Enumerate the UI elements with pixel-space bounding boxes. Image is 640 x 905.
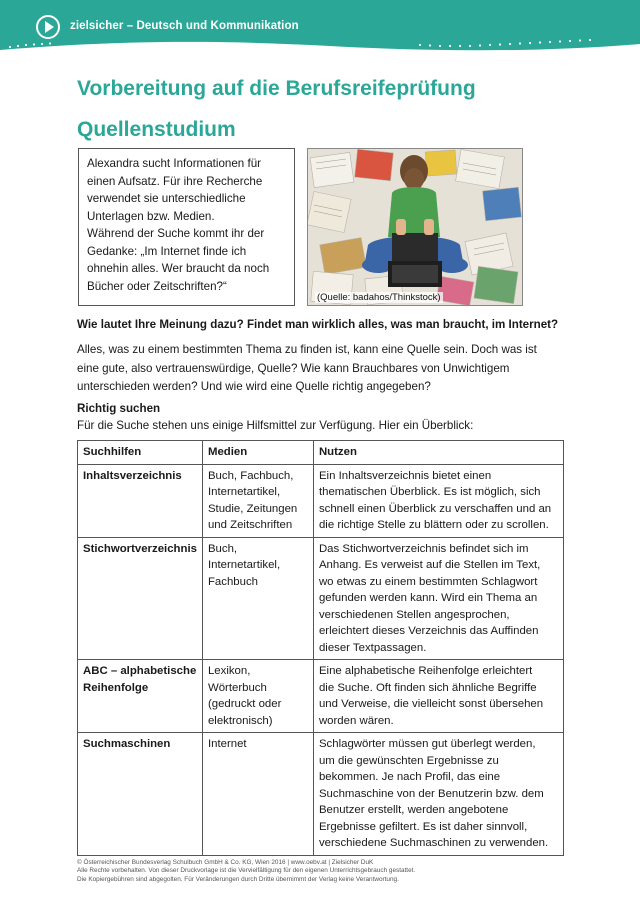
cell-line: Buch, Fachbuch, [207, 469, 294, 482]
cell-line: Ergebnisse gefiltert. Es ist daher sinnvoll, [318, 820, 528, 833]
footer-line: Alle Rechte vorbehalten. Von dieser Druckvorlage ist die Vervielfältigung für den eigenen Unterrichtsgebrauch gestattet. [77, 867, 416, 875]
section-heading: Richtig suchen [77, 402, 161, 415]
scenario-line: Unterlagen bzw. Medien. [87, 209, 215, 223]
cell-line: Fachbuch [207, 575, 258, 588]
scenario-line: einen Aufsatz. Für ihre Recherche [87, 174, 263, 188]
scenario-line: Gedanke: „Im Internet finde ich [87, 244, 247, 258]
scenario-box [78, 148, 295, 306]
scenario-line: Während der Suche kommt ihr der [87, 227, 265, 240]
cell-line: Internetartikel, [207, 486, 281, 498]
page-title: Vorbereitung auf die Berufsreifeprüfung [77, 77, 476, 100]
cell-medien [202, 733, 313, 856]
cell-suchhilfe [78, 537, 203, 660]
cell-line: schnell einen Überblick zu verschaffen und an [318, 502, 552, 515]
cell-line: (gedruckt oder [207, 698, 282, 710]
cell-line: Internetartikel, [207, 559, 281, 571]
cell-line: elektronisch) [207, 714, 273, 727]
paragraph-line: unterschieden werden? Und wie wird eine Quelle richtig angegeben? [77, 380, 431, 393]
cell-medien [202, 464, 313, 537]
column-header-suchhilfen: Suchhilfen [78, 441, 203, 465]
photo-caption: (Quelle: badahos/Thinkstock) [317, 292, 441, 303]
column-header-medien: Medien [202, 441, 313, 465]
cell-nutzen [313, 464, 563, 537]
cell-suchhilfe [78, 733, 203, 856]
scenario-line: Alexandra sucht Informationen für [87, 157, 262, 170]
intro-paragraph [77, 341, 567, 397]
play-logo-icon [36, 15, 60, 39]
cell-line: Anhang. Es verweist auf die Stellen im Text, [318, 559, 541, 571]
cell-medien [202, 660, 313, 733]
cell-line: Inhaltsverzeichnis [83, 469, 182, 482]
header-wave-decoration [0, 38, 640, 58]
cell-line: wo etwas zu einem bestimmten Schlagwort [318, 575, 538, 588]
cell-line: worden wären. [318, 714, 394, 727]
cell-line: bekommen. Je nach Profil, das eine [318, 771, 501, 783]
paragraph-line: eine gute, also vertrauenswürdige, Quelle? Wie kann Brauchbares von Unwichtigem [77, 361, 510, 375]
photo-illustration [308, 149, 523, 306]
cell-line: Wörterbuch [207, 681, 267, 694]
cell-line: Suchmaschinen [83, 738, 171, 750]
cell-line: dieser Textpassagen. [318, 641, 427, 654]
page-subtitle: Quellenstudium [77, 118, 236, 141]
cell-line: Reihenfolge [83, 681, 149, 694]
cell-line: verschiedene Suchmaschinen zu verwenden. [318, 837, 549, 849]
scenario-line: ohnehin alles. Wer braucht da noch [87, 262, 270, 275]
cell-line: und Verweise, die vielleicht sonst übersehen [318, 698, 544, 710]
cell-line: die richtige Stelle zu blättern oder zu scrollen. [318, 519, 549, 531]
table-row [78, 733, 564, 856]
cell-line: Studie, Zeitungen [207, 502, 298, 515]
column-header-nutzen: Nutzen [313, 441, 563, 465]
cell-line: gefunden werden kann. Wird ein Thema an [318, 592, 538, 604]
cell-suchhilfe [78, 660, 203, 733]
cell-line: Benutzer erstellt, werden angebotene [318, 804, 509, 816]
cell-line: Lexikon, [207, 665, 251, 677]
table-header-row [78, 441, 564, 465]
cell-suchhilfe [78, 464, 203, 537]
paragraph-line: Alles, was zu einem bestimmten Thema zu finden ist, kann eine Quelle sein. Doch was ist [77, 343, 537, 356]
cell-nutzen [313, 733, 563, 856]
cell-nutzen [313, 537, 563, 660]
cell-line: thematischen Überblick. Es ist möglich, sich [318, 486, 541, 498]
cell-line: Suchmaschine von der Benutzerin bzw. dem [318, 787, 544, 800]
cell-line: um die gewünschten Ergebnisse zu [318, 754, 499, 767]
footer-line: Die Kopiergebühren sind abgegolten. Für Veränderungen durch Dritte übernimmt der Verlag keine Verantwortung. [77, 875, 399, 883]
cell-medien [202, 537, 313, 660]
cell-line: Buch, [207, 542, 238, 555]
scenario-line: Bücher oder Zeitschriften?“ [87, 279, 227, 293]
cell-line: und Zeitschriften [207, 519, 293, 531]
header-band [0, 0, 640, 58]
discussion-question: Wie lautet Ihre Meinung dazu? Findet man wirklich alles, was man braucht, im Internet? [77, 318, 559, 331]
table-row [78, 660, 564, 733]
search-aids-table [77, 440, 564, 856]
footer-line: © Österreichischer Bundesverlag Schulbuch GmbH & Co. KG, Wien 2016 | www.oebv.at | Zielsicher DuK [77, 859, 374, 866]
table-row [78, 537, 564, 660]
cell-line: Eine alphabetische Reihenfolge erleichtert [318, 665, 533, 677]
section-intro: Für die Suche stehen uns einige Hilfsmittel zur Verfügung. Hier ein Überblick: [77, 419, 474, 432]
cell-line: verschiedenen Stellen angesprochen, [318, 608, 510, 621]
girl-with-laptop-photo [307, 148, 523, 306]
table-row [78, 464, 564, 537]
cell-line: erleichtert dieses Verzeichnis das Auffinden [318, 625, 539, 637]
cell-line: Internet [207, 738, 247, 750]
cell-nutzen [313, 660, 563, 733]
cell-line: ABC – alphabetische [83, 665, 197, 677]
cell-line: Das Stichwortverzeichnis befindet sich im [318, 542, 529, 555]
cell-line: Ein Inhaltsverzeichnis bietet einen [318, 469, 492, 482]
cell-line: Schlagwörter müssen gut überlegt werden, [318, 738, 536, 750]
copyright-footer [77, 859, 597, 884]
scenario-line: verwendet sie unterschiedliche [87, 192, 246, 205]
cell-line: die Suche. Oft finden sich ähnliche Begriffe [318, 681, 537, 694]
cell-line: Stichwortverzeichnis [83, 542, 197, 555]
brand-title: zielsicher – Deutsch und Kommunikation [70, 20, 299, 32]
